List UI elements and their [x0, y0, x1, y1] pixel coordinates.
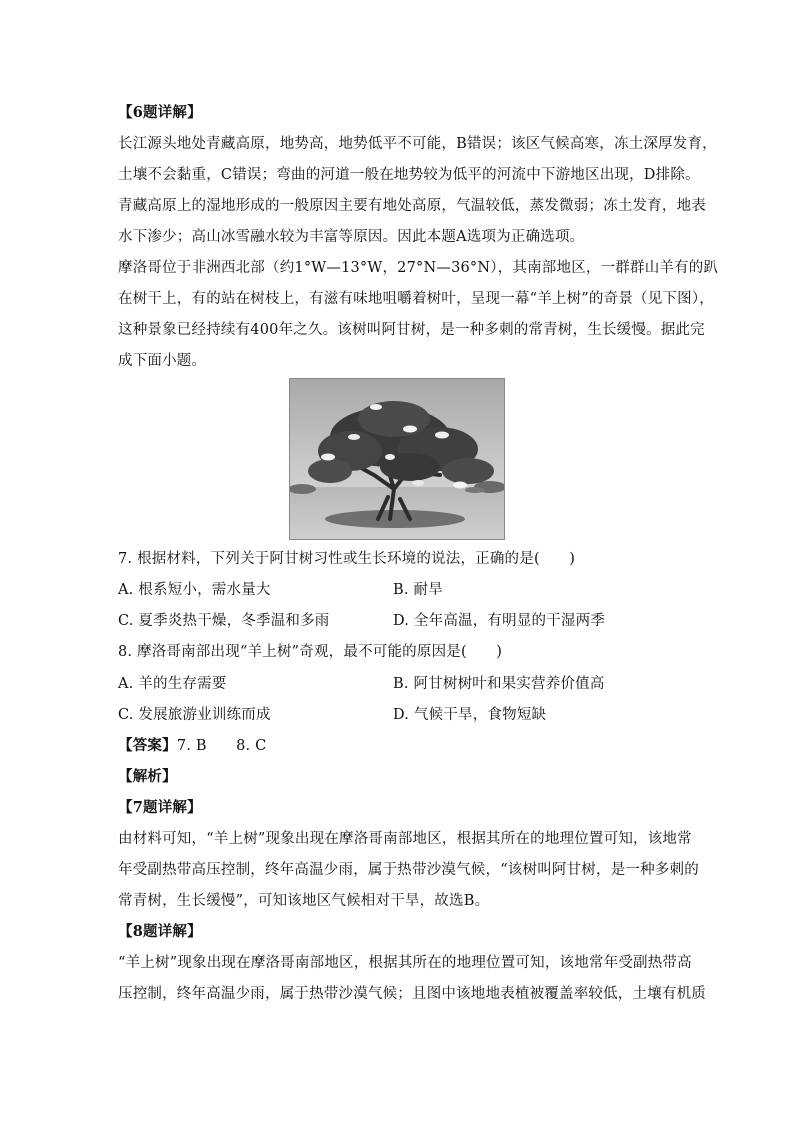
material-line-1: 摩洛哥位于非洲西北部（约1°W—13°W，27°N—36°N），其南部地区，一群群山羊有的趴 — [118, 260, 719, 276]
material-line-4: 成下面小题。 — [118, 353, 207, 369]
q6-detail-line-4: 水下渗少；高山冰雪融水较为丰富等原因。因此本题A选项为正确选项。 — [118, 229, 585, 245]
q6-detail-heading: 【6题详解】 — [118, 104, 202, 121]
q6-detail-line-2: 土壤不会黏重，C错误；弯曲的河道一般在地势较为低平的河流中下游地区出现，D排除。 — [118, 167, 700, 183]
material-line-3: 这种景象已经持续有400年之久。该树叫阿甘树，是一种多刺的常青树，生长缓慢。据此完 — [118, 322, 705, 338]
answer-value: 7. B 8. C — [176, 738, 267, 754]
q8-detail-line-2: 压控制，终年高温少雨，属于热带沙漠气候；且图中该地地表植被覆盖率较低，土壤有机质 — [118, 986, 706, 1002]
q7-detail-line-3: 常青树，生长缓慢”，可知该地区气候相对干旱，故选B。 — [118, 893, 490, 909]
q7-option-d: D. 全年高温，有明显的干湿两季 — [393, 613, 606, 629]
analysis-label: 【解析】 — [118, 768, 177, 785]
answer-label: 【答案】 — [118, 737, 177, 754]
q8-detail-line-1: “羊上树”现象出现在摩洛哥南部地区，根据其所在的地理位置可知，该地常年受副热带高 — [118, 955, 692, 971]
answer-row — [118, 736, 266, 756]
q8-option-d: D. 气候干旱，食物短缺 — [393, 707, 547, 723]
material-line-2: 在树干上，有的站在树枝上，有滋有味地咀嚼着树叶，呈现一幕“羊上树”的奇景（见下图）， — [118, 291, 714, 307]
q7-option-c: C. 夏季炎热干燥，冬季温和多雨 — [118, 613, 330, 629]
q8-detail-heading: 【8题详解】 — [118, 923, 202, 940]
q7-option-row-1 — [118, 580, 271, 600]
goats-in-argan-tree-photo — [289, 378, 505, 540]
q7-option-a: A. 根系短小，需水量大 — [118, 582, 271, 598]
q7-detail-line-1: 由材料可知，“羊上树”现象出现在摩洛哥南部地区，根据其所在的地理位置可知，该地常 — [118, 831, 692, 847]
q7-option-b: B. 耐旱 — [393, 582, 443, 598]
q8-option-a: A. 羊的生存需要 — [118, 676, 227, 692]
q7-detail-line-2: 年受副热带高压控制，终年高温少雨，属于热带沙漠气候，“该树叫阿甘树，是一种多刺的 — [118, 862, 699, 878]
q7-detail-heading: 【7题详解】 — [118, 799, 202, 816]
q6-detail-line-1: 长江源头地处青藏高原，地势高，地势低平不可能，B错误；该区气候高寒，冻土深厚发育， — [118, 136, 717, 152]
q8-stem: 8. 摩洛哥南部出现“羊上树”奇观，最不可能的原因是( ) — [118, 644, 503, 660]
q8-option-c: C. 发展旅游业训练而成 — [118, 707, 271, 723]
q8-option-b: B. 阿甘树树叶和果实营养价值高 — [393, 676, 605, 692]
q7-stem: 7. 根据材料，下列关于阿甘树习性或生长环境的说法，正确的是( ) — [118, 551, 576, 567]
q6-detail-line-3: 青藏高原上的湿地形成的一般原因主要有地处高原，气温较低，蒸发微弱；冻土发育，地表 — [118, 198, 706, 214]
